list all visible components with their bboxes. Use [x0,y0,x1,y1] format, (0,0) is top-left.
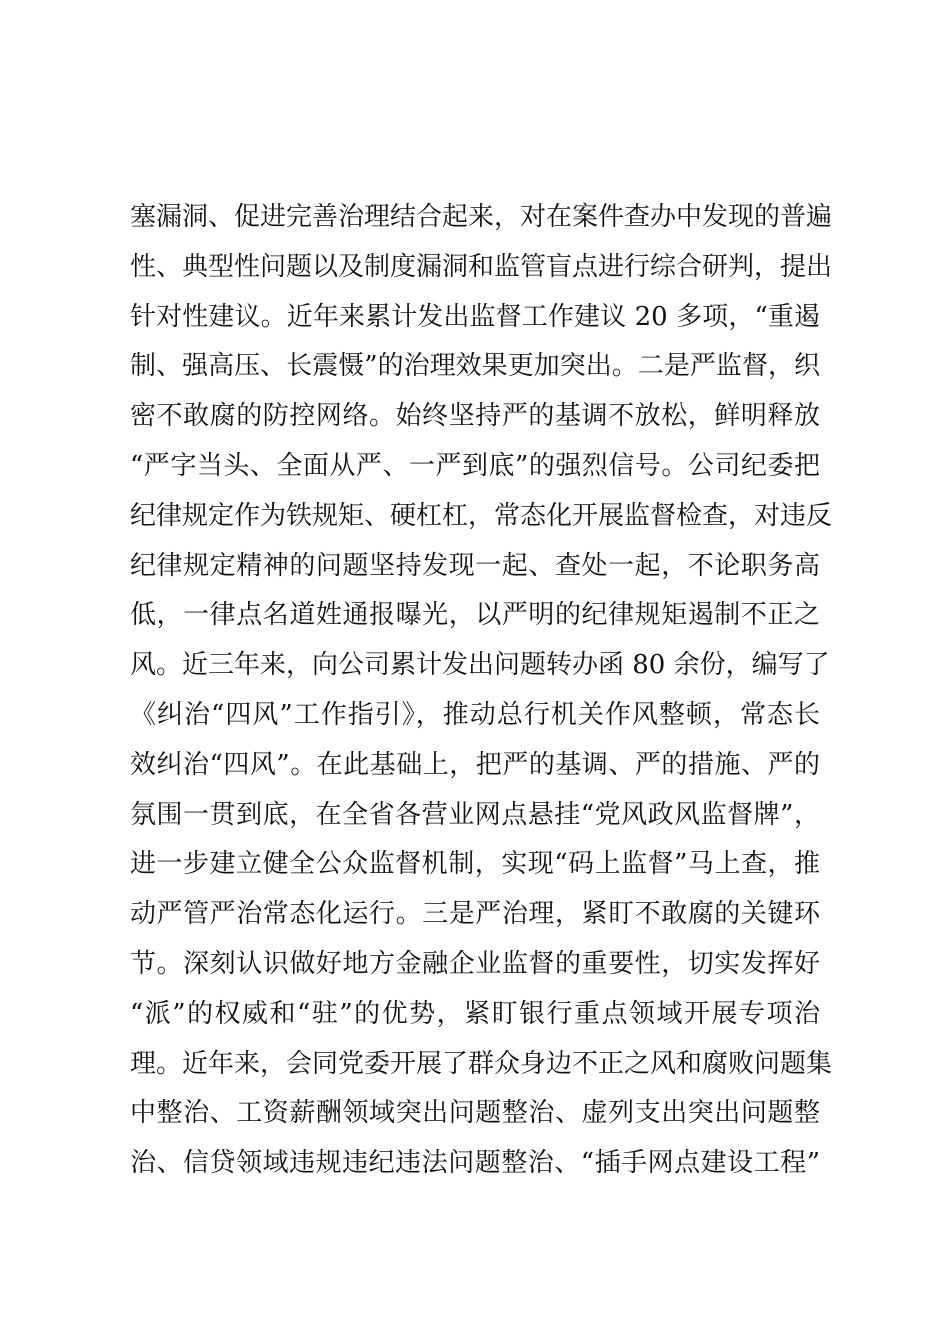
text-line: 《纠治“四风”工作指引》，推动总行机关作风整顿，常态长 [130,699,820,730]
text-line: 针对性建议。近年来累计发出监督工作建议 20 多项，“重遏 [130,301,820,332]
text-line: 风。近三年来，向公司累计发出问题转办函 80 余份，编写了 [130,650,830,681]
text-line: 效纠治“四风”。在此基础上，把严的基调、严的措施、严的 [130,749,820,780]
text-line: 中整治、工资薪酬领域突出问题整治、虚列支出突出问题整 [130,1098,820,1129]
text-line: 节。深刻认识做好地方金融企业监督的重要性，切实发挥好 [130,948,820,979]
text-line: 进一步建立健全公众监督机制，实现“码上监督”马上查，推 [130,849,820,880]
text-line: “严字当头、全面从严、一严到底”的强烈信号。公司纪委把 [130,450,820,481]
text-line: 纪律规定精神的问题坚持发现一起、查处一起，不论职务高 [130,550,820,581]
text-line: 塞漏洞、促进完善治理结合起来，对在案件查办中发现的普遍 [130,202,833,232]
text-line: 低，一律点名道姓通报曝光，以严明的纪律规矩遏制不正之 [130,600,820,631]
text-line: 纪律规定作为铁规矩、硬杠杠，常态化开展监督检查，对违反 [130,500,833,531]
text-line: 制、强高压、长震慑”的治理效果更加突出。二是严监督，织 [130,351,820,382]
text-line: 动严管严治常态化运行。三是严治理，紧盯不敢腐的关键环 [130,899,820,930]
text-line: 密不敢腐的防控网络。始终坚持严的基调不放松，鲜明释放 [130,401,820,432]
text-line: 理。近年来，会同党委开展了群众身边不正之风和腐败问题集 [130,1048,833,1079]
body-paragraph [130,193,833,1189]
text-line: 性、典型性问题以及制度漏洞和监管盲点进行综合研判，提出 [130,251,833,282]
text-line: “派”的权威和“驻”的优势，紧盯银行重点领域开展专项治 [130,998,820,1029]
text-line: 氛围一贯到底，在全省各营业网点悬挂“党风政风监督牌”， [130,799,820,830]
text-line: 治、信贷领域违规违纪违法问题整治、“插手网点建设工程” [130,1148,820,1179]
